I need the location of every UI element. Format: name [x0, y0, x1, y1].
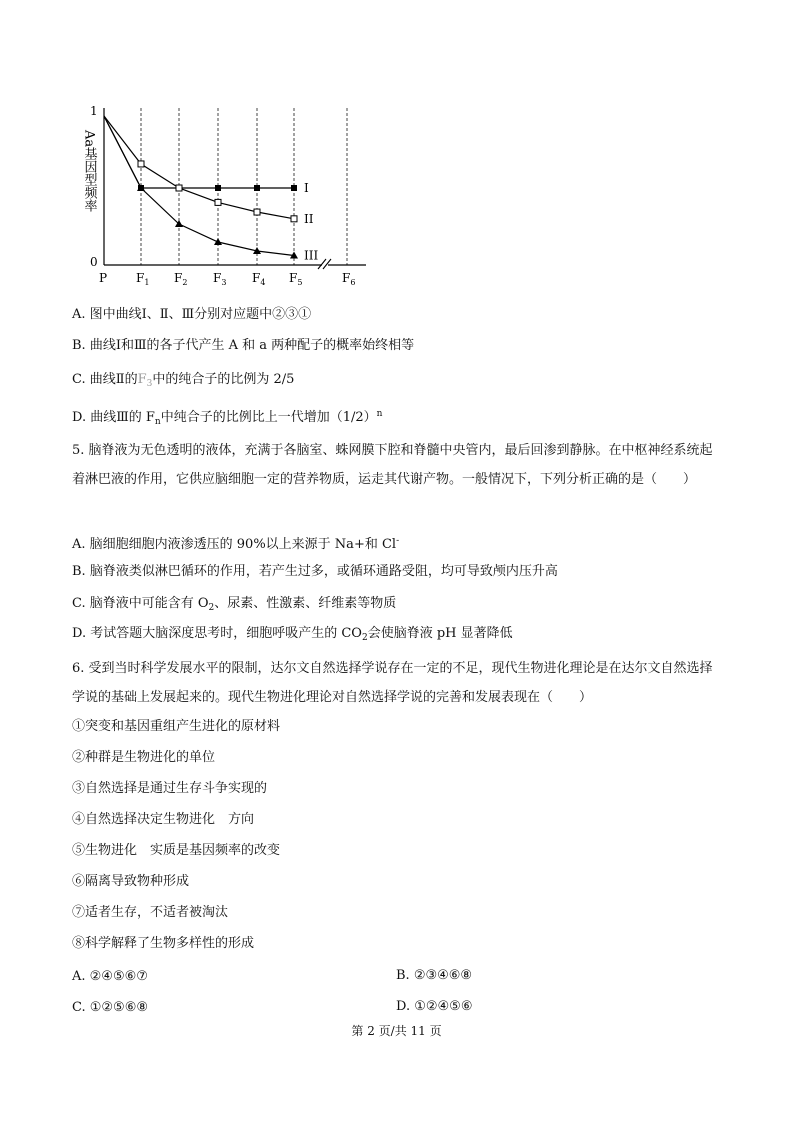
q5-option-d [72, 625, 513, 647]
q4-option-a [72, 306, 311, 324]
q5-option-c-prefix: C. 脑脊液中可能含有 O [72, 596, 209, 611]
q5-stem: 5. 脑脊液为无色透明的液体，充满于各脑室、蛛网膜下腔和脊髓中央管内，最后回渗到静脉。在中枢神经系统起着淋巴液的作用，它供应脑细胞一定的营养物质，运走其代谢产物。一般情况下，下列分析正确的是（ ） [72, 443, 713, 487]
point-I-3 [215, 185, 221, 191]
series-label-I: I [304, 181, 309, 195]
q4-option-d-sub: n [154, 417, 161, 427]
x-tick-2: $F_2$ [174, 271, 188, 287]
q6-option-b: B. ②③④⑥⑧ [396, 968, 473, 983]
point-I-5 [291, 185, 297, 191]
q5-option-c-suffix: 、尿素、性激素、纤维素等物质 [214, 596, 397, 611]
q4-option-a-text: A. 图中曲线Ⅰ、Ⅱ、Ⅲ分别对应题中②③① [72, 307, 312, 322]
point-II-1 [138, 161, 144, 167]
q6-item-3: ③自然选择是通过生存斗争实现的 [72, 781, 268, 796]
q6-item-8: ⑧科学解释了生物多样性的形成 [72, 936, 255, 951]
q5-option-d-sub: 2 [361, 633, 368, 643]
x-tick-3: $F_3$ [213, 271, 227, 287]
q5-option-b-text: B. 脑脊液类似淋巴循环的作用，若产生过多，或循环通路受阻，均可导致颅内压升高 [72, 564, 558, 579]
q5-option-a-text: A. 脑细胞细胞内液渗透压的 90%以上来源于 Na+和 Cl [72, 537, 397, 552]
x-tick-6: $F_6$ [342, 271, 356, 287]
series-line-III [104, 116, 294, 256]
point-II-2 [176, 185, 182, 191]
x-tick-1: $F_1$ [136, 271, 150, 287]
q5-option-d-suffix: 会使脑脊液 pH 显著降低 [367, 626, 513, 641]
chart-series [104, 116, 318, 263]
point-I-4 [254, 185, 260, 191]
x-tick-4: $F_4$ [252, 271, 266, 287]
y-tick-bottom: 0 [90, 255, 98, 269]
q6-item-5: ⑤生物进化 实质是基因频率的改变 [72, 843, 281, 858]
q6-item-2: ②种群是生物进化的单位 [72, 750, 216, 765]
point-III-3 [214, 238, 222, 245]
q6-item-1: ①突变和基因重组产生进化的原材料 [72, 719, 281, 734]
point-II-3 [215, 199, 221, 205]
q5-option-a [72, 532, 399, 554]
page-footer: 第 2 页/共 11 页 [351, 1024, 442, 1038]
q5-option-c [72, 595, 396, 617]
genotype-frequency-chart [70, 100, 370, 295]
q4-option-c-suffix: 中的纯合子的比例为 2/5 [152, 372, 295, 387]
x-tick-labels [99, 271, 355, 287]
q4-option-d-mid: 中纯合子的比例比上一代增加（1/2） [160, 410, 377, 425]
q5-option-d-prefix: D. 考试答题大脑深度思考时，细胞呼吸产生的 CO [72, 626, 362, 641]
y-axis-label: Aa基因型频率 [81, 130, 97, 213]
q4-option-c-sub: 3 [146, 379, 153, 389]
x-tick-5: $F_5$ [289, 271, 303, 287]
q6-stem: 6. 受到当时科学发展水平的限制，达尔文自然选择学说存在一定的不足，现代生物进化理论是在达尔文自然选择学说的基础上发展起来的。现代生物进化理论对自然选择学说的完善和发展表现在（ ） [72, 661, 713, 705]
q4-option-c-F: F [137, 372, 147, 387]
q6-item-6: ⑥隔离导致物种形成 [72, 874, 190, 889]
q6-item-4: ④自然选择决定生物进化 方向 [72, 812, 255, 827]
x-tick-0: P [99, 271, 108, 285]
series-label-II: II [304, 211, 314, 226]
q5-option-c-sub: 2 [208, 603, 215, 613]
series-line-II [104, 116, 294, 219]
y-tick-top: 1 [90, 104, 98, 118]
q4-option-b [72, 337, 414, 355]
q5-option-b [72, 563, 558, 581]
q6-option-a: A. ②④⑤⑥⑦ [72, 969, 148, 984]
q4-option-d-sup: n [376, 409, 383, 419]
q4-option-b-text: B. 曲线Ⅰ和Ⅲ的各子代产生 A 和 a 两种配子的概率始终相等 [72, 338, 415, 353]
q6-item-7: ⑦适者生存，不适者被淘汰 [72, 905, 229, 920]
q5-option-a-sup: - [396, 536, 400, 546]
q4-option-c [72, 371, 294, 393]
series-label-III: III [304, 248, 319, 263]
point-II-5 [291, 216, 297, 222]
q6-option-c: C. ①②⑤⑥⑧ [72, 1000, 149, 1015]
q4-option-c-prefix: C. 曲线Ⅱ的 [72, 372, 138, 387]
q4-option-d-prefix: D. 曲线Ⅲ的 F [72, 410, 155, 425]
point-II-4 [254, 209, 260, 215]
q4-option-d [72, 405, 382, 431]
chart-grid [141, 108, 347, 265]
q6-option-d: D. ①②④⑤⑥ [396, 999, 473, 1014]
